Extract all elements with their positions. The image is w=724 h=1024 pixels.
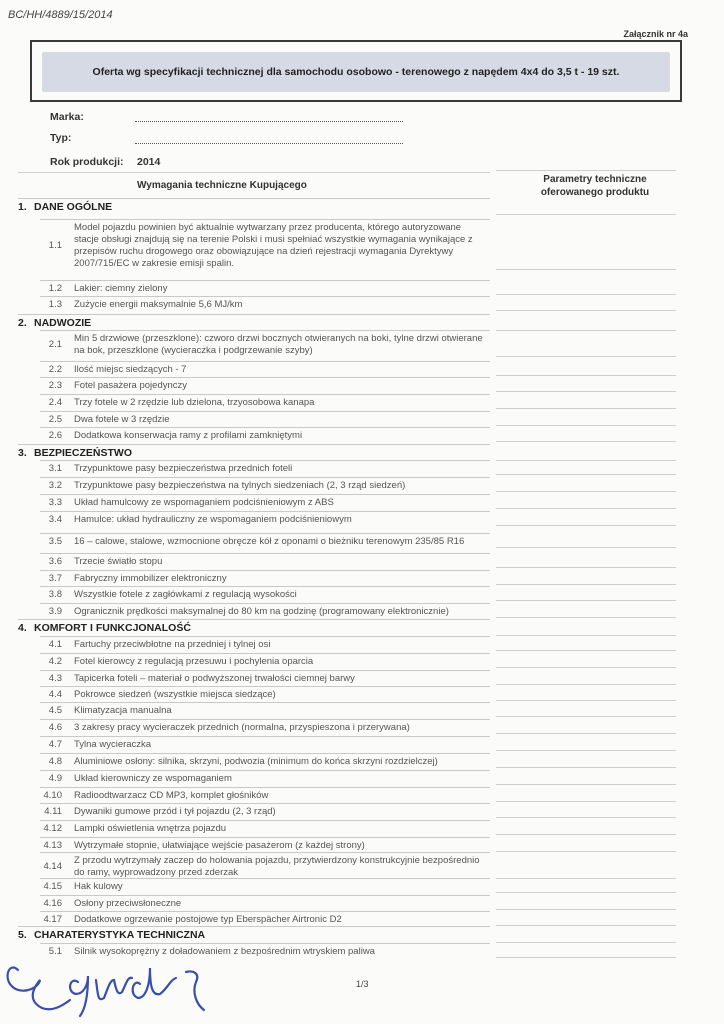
row-requirement-text: Układ hamulcowy ze wspomaganiem podciśnieniowym z ABS: [74, 497, 334, 508]
row-requirement-text: Aluminiowe osłony: silnika, skrzyni, podwozia (minimum do końca skrzyni rozdzielczej): [74, 756, 438, 767]
row-number: 4.13: [43, 840, 62, 851]
row-requirement-text: Ilość miejsc siedzących - 7: [74, 364, 187, 375]
row-rule: [40, 411, 490, 412]
offered-parameter-field[interactable]: [496, 525, 676, 526]
row-rule: [40, 803, 490, 804]
annex-label: Załącznik nr 4a: [623, 29, 688, 39]
row-rule: [40, 296, 490, 297]
offered-parameter-field[interactable]: [496, 584, 676, 585]
row-number: 4.16: [43, 898, 62, 909]
offered-parameter-field[interactable]: [496, 733, 676, 734]
offered-parameter-field[interactable]: [496, 214, 676, 215]
offered-parameter-field[interactable]: [496, 700, 676, 701]
row-rule: [40, 770, 490, 771]
offered-parameter-field[interactable]: [496, 508, 676, 509]
title-box: [30, 40, 682, 102]
row-rule: [40, 586, 490, 587]
row-rule: [40, 553, 490, 554]
row-number: 4.8: [48, 756, 62, 767]
offered-parameter-field[interactable]: [496, 784, 676, 785]
row-number: 1.3: [48, 299, 62, 310]
offered-parameter-field[interactable]: [496, 909, 676, 910]
row-requirement-text: Trzypunktowe pasy bezpieczeństwa na tylnych siedzeniach (2, 3 rząd siedzeń): [74, 480, 406, 491]
row-number: 3.7: [48, 573, 62, 584]
marka-field[interactable]: [135, 121, 403, 122]
row-rule: [40, 852, 490, 853]
section-label: BEZPIECZEŃSTWO: [34, 447, 133, 459]
row-requirement-text: Dodatkowe ogrzewanie postojowe typ Eberspächer Airtronic D2: [74, 914, 342, 925]
row-requirement-text: Fotel kierowcy z regulacją przesuwu i pochylenia oparcia: [74, 656, 314, 667]
row-number: 3.3: [48, 497, 62, 508]
offered-parameter-field[interactable]: [496, 684, 676, 685]
offered-parameter-field[interactable]: [496, 294, 676, 295]
section-label: DANE OGÓLNE: [34, 201, 113, 213]
row-rule: [40, 460, 490, 461]
row-number: 4.4: [48, 689, 62, 700]
section-label: KOMFORT I FUNKCJONALOŚĆ: [34, 622, 191, 634]
row-number: 4.2: [48, 656, 62, 667]
offered-parameter-field[interactable]: [496, 330, 676, 331]
row-requirement-text: Trzypunktowe pasy bezpieczeństwa przednich foteli: [74, 463, 293, 474]
offered-parameter-field[interactable]: [496, 269, 676, 270]
row-requirement-text: Fartuchy przeciwbłotne na przedniej i tylnej osi: [74, 639, 271, 650]
section-rule: [18, 926, 490, 927]
column-header-rule: [18, 172, 490, 173]
row-rule: [40, 477, 490, 478]
offered-parameter-field[interactable]: [496, 817, 676, 818]
row-number: 5.1: [48, 946, 62, 957]
requirements-column-header: Wymagania techniczne Kupującego: [137, 180, 307, 191]
row-number: 2.5: [48, 414, 62, 425]
row-requirement-text: Trzecie światło stopu: [74, 556, 163, 567]
offered-parameter-field[interactable]: [496, 892, 676, 893]
row-requirement-text: Ogranicznik prędkości maksymalnej do 80 km na godzinę (programowany elektronicznie): [74, 606, 449, 617]
offered-parameter-field[interactable]: [496, 667, 676, 668]
row-requirement-text: Pokrowce siedzeń (wszystkie miejsca siedzące): [74, 689, 276, 700]
row-rule: [40, 511, 490, 512]
row-rule: [40, 570, 490, 571]
row-rule: [40, 911, 490, 912]
row-rule: [40, 427, 490, 428]
row-rule: [40, 753, 490, 754]
offered-parameter-field[interactable]: [496, 957, 676, 958]
offered-parameter-field[interactable]: [496, 716, 676, 717]
row-number: 3.4: [48, 514, 62, 525]
row-number: 4.17: [43, 914, 62, 925]
section-label: CHARATERYSTYKA TECHNICZNA: [34, 929, 206, 941]
row-number: 4.9: [48, 773, 62, 784]
offered-header-line-2: oferowanego produktu: [540, 187, 650, 198]
offered-parameter-field[interactable]: [496, 878, 676, 879]
section-title: [18, 622, 191, 634]
row-rule: [40, 280, 490, 281]
row-rule: [40, 361, 490, 362]
row-rule: [40, 895, 490, 896]
row-number: 3.1: [48, 463, 62, 474]
section-number: 4.: [18, 622, 27, 634]
row-number: 4.7: [48, 739, 62, 750]
row-rule: [40, 820, 490, 821]
row-requirement-text: Tylna wycieraczka: [74, 739, 152, 750]
row-number: 2.2: [48, 364, 62, 375]
row-number: 2.6: [48, 430, 62, 441]
row-requirement-text: Dodatkowa konserwacja ramy z profilami zamkniętymi: [74, 430, 303, 441]
offered-parameter-field[interactable]: [496, 801, 676, 802]
offered-parameter-field[interactable]: [496, 942, 676, 943]
row-rule: [40, 219, 490, 220]
section-number: 5.: [18, 929, 27, 941]
row-requirement-text: Z przodu wytrzymały zaczep do holowania pojazdu, przytwierdzony konstrukcyjnie bezpośrednio do ramy, wyprowadzony przed zderzak: [74, 855, 480, 878]
row-number: 2.4: [48, 397, 62, 408]
row-rule: [40, 670, 490, 671]
marka-label: Marka:: [50, 111, 84, 123]
page-number: 1/3: [356, 979, 369, 989]
row-rule: [40, 636, 490, 637]
section-number: 1.: [18, 201, 27, 213]
row-rule: [40, 603, 490, 604]
column-header-rule: [496, 170, 676, 171]
row-requirement-text: Wytrzymałe stopnie, ułatwiające wejście pasażerom (z każdej strony): [74, 840, 365, 851]
row-rule: [40, 878, 490, 879]
row-rule: [40, 736, 490, 737]
section-number: 3.: [18, 447, 27, 459]
row-requirement-text: Lakier: ciemny zielony: [74, 283, 168, 294]
row-number: 1.2: [48, 283, 62, 294]
row-rule: [40, 394, 490, 395]
offered-parameter-field[interactable]: [496, 750, 676, 751]
row-requirement-text: Fabryczny immobilizer elektroniczny: [74, 573, 227, 584]
offered-parameter-field[interactable]: [496, 408, 676, 409]
row-requirement-text: Hamulce: układ hydrauliczny ze wspomaganiem podciśnieniowym: [74, 514, 352, 525]
row-number: 3.6: [48, 556, 62, 567]
section-title: [18, 317, 91, 329]
offered-parameter-field[interactable]: [496, 600, 676, 601]
section-number: 2.: [18, 317, 27, 329]
row-rule: [40, 533, 490, 534]
document-reference: BC/HH/4889/15/2014: [8, 9, 113, 21]
row-number: 4.10: [43, 790, 62, 801]
section-rule: [18, 198, 490, 199]
offered-parameter-field[interactable]: [496, 375, 676, 376]
offered-parameter-field[interactable]: [496, 567, 676, 568]
offered-parameter-field[interactable]: [496, 617, 676, 618]
offered-parameter-field[interactable]: [496, 767, 676, 768]
row-rule: [40, 377, 490, 378]
row-rule: [40, 653, 490, 654]
offered-parameter-field[interactable]: [496, 925, 676, 926]
section-title: [18, 201, 112, 213]
row-number: 2.1: [48, 339, 62, 350]
row-number: 4.3: [48, 673, 62, 684]
offered-parameter-field[interactable]: [496, 635, 676, 636]
row-number: 3.8: [48, 589, 62, 600]
row-rule: [40, 330, 490, 331]
row-number: 4.12: [43, 823, 62, 834]
offered-parameter-field[interactable]: [496, 356, 676, 357]
offered-parameter-field[interactable]: [496, 425, 676, 426]
row-requirement-text: 3 zakresy pracy wycieraczek przednich (normalna, przyspieszona i przerywana): [74, 722, 410, 733]
row-number: 4.5: [48, 705, 62, 716]
row-requirement-text: Dwa fotele w 3 rzędzie: [74, 414, 170, 425]
row-requirement-text: Lampki oświetlenia wnętrza pojazdu: [74, 823, 227, 834]
offered-parameter-field[interactable]: [496, 547, 676, 548]
handwritten-signature: [0, 940, 240, 1020]
offered-parameter-field[interactable]: [496, 491, 676, 492]
row-number: 3.5: [48, 536, 62, 547]
offered-parameter-field[interactable]: [496, 441, 676, 442]
section-rule: [18, 444, 490, 445]
row-requirement-text: Osłony przeciwsłoneczne: [74, 898, 182, 909]
row-requirement-text: Wszystkie fotele z zagłówkami z regulacją wysokości: [74, 589, 297, 600]
row-number: 4.1: [48, 639, 62, 650]
offered-parameter-field[interactable]: [496, 474, 676, 475]
offered-parameters-column-header: [520, 173, 670, 199]
offered-header-line-1: Parametry techniczne: [543, 174, 647, 185]
offered-parameter-field[interactable]: [496, 834, 676, 835]
row-requirement-text: Trzy fotele w 2 rzędzie lub dzielona, trzyosobowa kanapa: [74, 397, 315, 408]
row-requirement-text: Hak kulowy: [74, 881, 123, 892]
row-number: 3.9: [48, 606, 62, 617]
row-requirement-text: 16 – calowe, stalowe, wzmocnione obręcze kół z oponami o bieżniku terenowym 235/85 R16: [74, 536, 465, 547]
row-requirement-text: Układ kierowniczy ze wspomaganiem: [74, 773, 232, 784]
section-label: NADWOZIE: [34, 317, 92, 329]
row-rule: [40, 686, 490, 687]
typ-label: Typ:: [50, 132, 72, 144]
row-requirement-text: Min 5 drzwiowe (przeszklone): czworo drzwi bocznych otwieranych na boki, tylne drzwi otwierane na bok, przeszklone (wycieraczka i podgrzewanie szyby): [74, 333, 483, 356]
row-rule: [40, 702, 490, 703]
section-title: [18, 447, 132, 459]
row-requirement-text: Tapicerka foteli – materiał o podwyższonej trwałości ciemnej barwy: [74, 673, 355, 684]
row-requirement-text: Klimatyzacja manualna: [74, 705, 172, 716]
row-number: 2.3: [48, 380, 62, 391]
row-number: 4.6: [48, 722, 62, 733]
offered-parameter-field[interactable]: [496, 460, 676, 461]
row-number: 4.14: [43, 861, 62, 872]
rok-label: Rok produkcji:: [50, 156, 124, 168]
section-rule: [18, 619, 490, 620]
row-requirement-text: Silnik wysokoprężny z doładowaniem z bezpośrednim wtryskiem paliwa: [74, 946, 375, 957]
offered-parameter-field[interactable]: [496, 310, 676, 311]
row-requirement-text: Dywaniki gumowe przód i tył pojazdu (2, 3 rząd): [74, 806, 276, 817]
row-number: 1.1: [48, 240, 62, 251]
rok-value: 2014: [137, 156, 161, 168]
offered-parameter-field[interactable]: [496, 391, 676, 392]
section-rule: [18, 314, 490, 315]
offered-parameter-field[interactable]: [496, 851, 676, 852]
row-requirement-text: Zużycie energii maksymalnie 5,6 MJ/km: [74, 299, 243, 310]
row-number: 4.15: [43, 881, 62, 892]
offered-parameter-field[interactable]: [496, 650, 676, 651]
row-number: 3.2: [48, 480, 62, 491]
document-title: Oferta wg specyfikacji technicznej dla samochodu osobowo - terenowego z napędem 4x4 do 3,5 t - 19 szt.: [42, 52, 670, 92]
row-rule: [40, 719, 490, 720]
row-rule: [40, 494, 490, 495]
row-rule: [40, 837, 490, 838]
row-number: 4.11: [44, 806, 62, 817]
row-requirement-text: Fotel pasażera pojedynczy: [74, 380, 188, 391]
row-requirement-text: Model pojazdu powinien być aktualnie wytwarzany przez producenta, którego autoryzowane stacje obsługi znajdują się na terenie Polski i musi spełniać wszystkie wymagania wynikające z przepisów ruchu drogowego oraz obowiązujące na dzień rejestracji wymagania Dyrektywy 2007/715/EC w zakresie emisji spalin.: [74, 222, 473, 269]
typ-field[interactable]: [135, 143, 403, 144]
row-requirement-text: Radioodtwarzacz CD MP3, komplet głośników: [74, 790, 269, 801]
row-rule: [40, 787, 490, 788]
